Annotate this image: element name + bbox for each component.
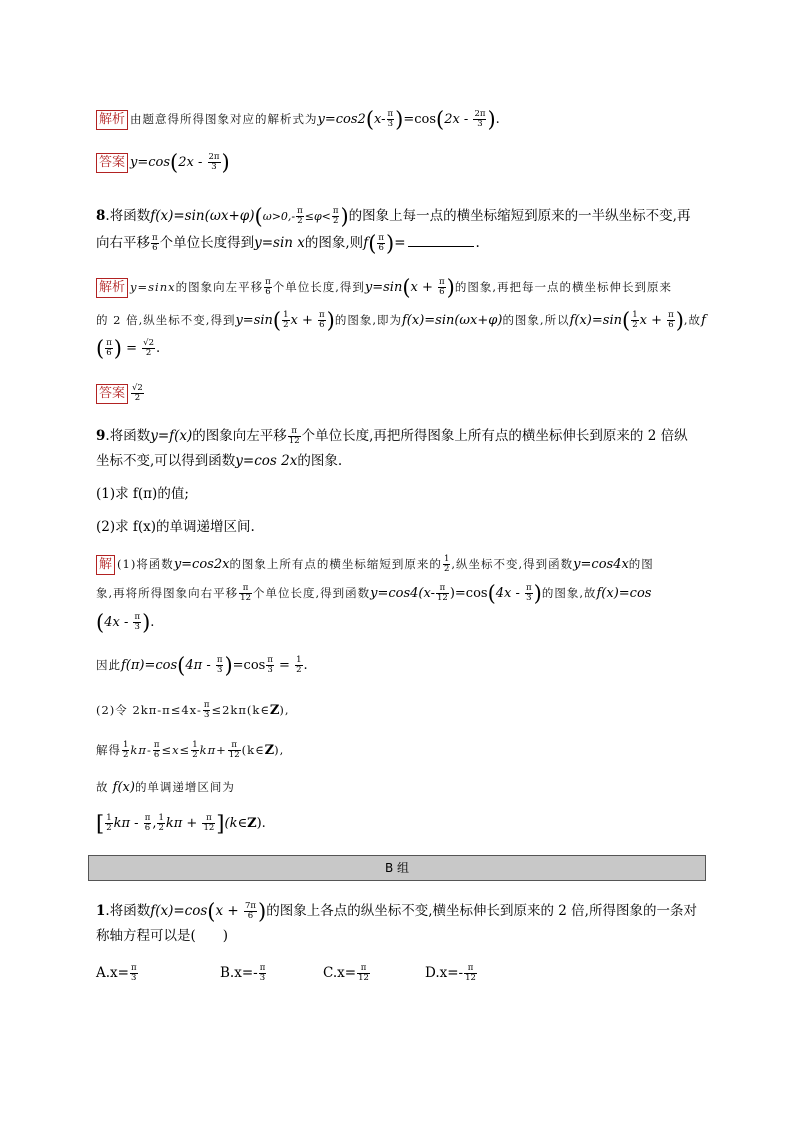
problem-9-sub-2: (2)求 f(x)的单调递增区间. [96,519,255,535]
p9-solution-line-7: 故 f(x)的单调递增区间为 [96,780,235,795]
option-d[interactable]: D.x=- $\frac{\pi}{12}$ [425,963,476,983]
answer-tag: 答案 [96,153,128,173]
fraction: $\frac{\pi}{3}$ [134,612,141,632]
p7-answer: 答案 y=cos(2x - $\frac{2\pi}{3}$ ) [96,152,706,174]
fraction: $\frac{1}{2}$ [443,554,450,574]
fraction: $\frac{\pi}{3}$ [267,655,273,675]
fraction: $\frac{\pi}{6}$ [106,338,112,358]
p9-solution-line-1: 解 (1)将函数y=cos2x的图象上所有点的横坐标缩短到原来的 $\frac{1}{2}$ ,纵坐标不变,得到函数y=cos4x的图 [96,553,706,576]
analysis-tag: 解析 [96,110,128,130]
fraction: $\frac{1}{2}$ [158,813,164,833]
p8-analysis-line-1: 解析 y=sinx的图象向左平移 $\frac{\pi}{6}$ 个单位长度,得到y=sin(x + $\frac{\pi}{6}$ )的图象,再把每一点的横坐标伸长到原来 [96,276,706,299]
fraction: $\frac{1}{2}$ [192,740,198,760]
p8-answer [96,383,706,405]
p8-analysis-line-3: ( $\frac{\pi}{6}$ ) = $\frac{√2}{2}$ . [96,336,161,361]
fraction: $\frac{\pi}{3}$ [526,583,532,603]
fraction: $\frac{\pi}{12}$ [437,583,448,603]
p9-solution-line-4: 因此f(π)=cos(4π - $\frac{\pi}{3}$ )=cos $\frac{\pi}{3}$ = $\frac{1}{2}$ . [96,653,308,678]
p9-solution-line-5: (2)令 2kπ-π≤4x- $\frac{\pi}{3}$ ≤2kπ(k∈Z), [96,700,290,720]
fraction: $\frac{\pi}{3}$ [259,963,266,983]
fraction: $\frac{\pi}{6}$ [144,813,151,833]
fraction: $\frac{\pi}{2}$ [332,206,339,226]
fraction: $\frac{\pi}{6}$ [153,740,160,760]
fraction: $\frac{1}{2}$ [632,310,638,330]
fraction: $\frac{\pi}{3}$ [130,963,137,983]
p9-solution-line-2: 象,再将所得图象向右平移 $\frac{\pi}{12}$ 个单位长度,得到函数y=cos4(x- $\frac{\pi}{12}$ )=cos(4x - $\frac{\pi}{3}$ )的图象,故f(x)=cos [96,581,652,606]
fraction: $\frac{1}{2}$ [123,740,129,760]
b1-line-1: 1.将函数f(x)=cos(x + $\frac{7\pi}{6}$ )的图象上各点的纵坐标不变,横坐标伸长到原来的 2 倍,所得图象的一条对 [96,899,697,924]
fraction: $\frac{\pi}{6}$ [265,277,271,297]
answer-blank[interactable] [408,246,474,247]
fraction: $\frac{1}{2}$ [283,310,289,330]
fraction: $\frac{\pi}{12}$ [465,963,476,983]
b1-line-2: 称轴方程可以是( ) [96,928,229,944]
p8-analysis-line-2: 的 2 倍,纵坐标不变,得到y=sin( $\frac{1}{2}$ x + $\frac{\pi}{6}$ )的图象,即为f(x)=sin(ωx+φ)的图象,所以f(x)=sin( $\frac{1}{2}$ x + $\frac{\pi}{6}$ ),故f [96,308,706,333]
p9-solution-line-8: [ $\frac{1}{2}$ kπ - $\frac{\pi}{6}$ , $\frac{1}{2}$ kπ + $\frac{\pi}{12}$ ](k∈Z). [96,811,266,836]
p7-analysis: 解析 由题意得所得图象对应的解析式为y=cos2(x- $\frac{\pi}{3}$ )=cos(2x - $\frac{2\pi}{3}$ ). [96,108,706,131]
fraction: $\frac{7\pi}{6}$ [245,901,256,921]
fraction: $\frac{2\pi}{3}$ [474,109,486,129]
fraction: $\frac{\pi}{12}$ [358,963,369,983]
option-b[interactable]: B.x=- $\frac{\pi}{3}$ [220,963,266,983]
fraction: $\frac{\pi}{6}$ [378,233,384,253]
fraction: $\frac{\pi}{6}$ [668,310,674,330]
problem-9-line-2: 坐标不变,可以得到函数y=cos 2x的图象. [96,453,343,469]
fraction: $\frac{√2}{2}$ [143,338,154,358]
fraction: $\frac{1}{2}$ [296,655,302,675]
fraction: $\frac{\pi}{3}$ [216,655,223,675]
fraction: $\frac{\pi}{6}$ [152,233,158,253]
fraction: $\frac{√2}{2}$ [132,383,143,403]
fraction: $\frac{\pi}{6}$ [319,310,325,330]
problem-8-line-2: 向右平移 $\frac{\pi}{6}$ 个单位长度得到y=sin x的图象,则f( $\frac{\pi}{6}$ )= . [96,231,480,256]
fraction: $\frac{1}{2}$ [106,813,112,833]
option-a[interactable]: A.x= $\frac{\pi}{3}$ [96,963,137,983]
fraction: $\frac{\pi}{3}$ [203,700,210,720]
p9-solution-line-3: (4x - $\frac{\pi}{3}$ ). [96,610,155,635]
fraction: $\frac{2\pi}{3}$ [208,152,220,172]
fraction: $\frac{\pi}{2}$ [297,206,303,226]
problem-8-line-1: 8.将函数f(x)=sin(ωx+φ)(ω>0,- $\frac{\pi}{2}$ ≤φ< $\frac{\pi}{2}$ )的图象上每一点的横坐标缩短到原来的一半纵坐标不变,再 [96,204,691,229]
answer-tag: 答案 [96,384,128,404]
fraction: $\frac{\pi}{12}$ [288,426,300,446]
fraction: $\frac{\pi}{12}$ [240,583,251,603]
option-c[interactable]: C.x= $\frac{\pi}{12}$ [323,963,369,983]
fraction: $\frac{\pi}{6}$ [439,277,445,297]
section-b-header: B 组 [88,855,706,881]
problem-9-line-1: 9.将函数y=f(x)的图象向左平移 $\frac{\pi}{12}$ 个单位长度,再把所得图象上所有点的横坐标伸长到原来的 2 倍纵 [96,426,688,446]
fraction: $\frac{\pi}{12}$ [203,813,215,833]
fraction: $\frac{\pi}{3}$ [387,109,394,129]
analysis-tag: 解析 [96,278,128,298]
solution-tag: 解 [96,555,115,575]
problem-9-sub-1: (1)求 f(π)的值; [96,486,189,502]
p9-solution-line-6: 解得 $\frac{1}{2}$ kπ- $\frac{\pi}{6}$ ≤x≤ $\frac{1}{2}$ kπ+ $\frac{\pi}{12}$ (k∈Z), [96,740,285,760]
fraction: $\frac{\pi}{12}$ [228,740,240,760]
